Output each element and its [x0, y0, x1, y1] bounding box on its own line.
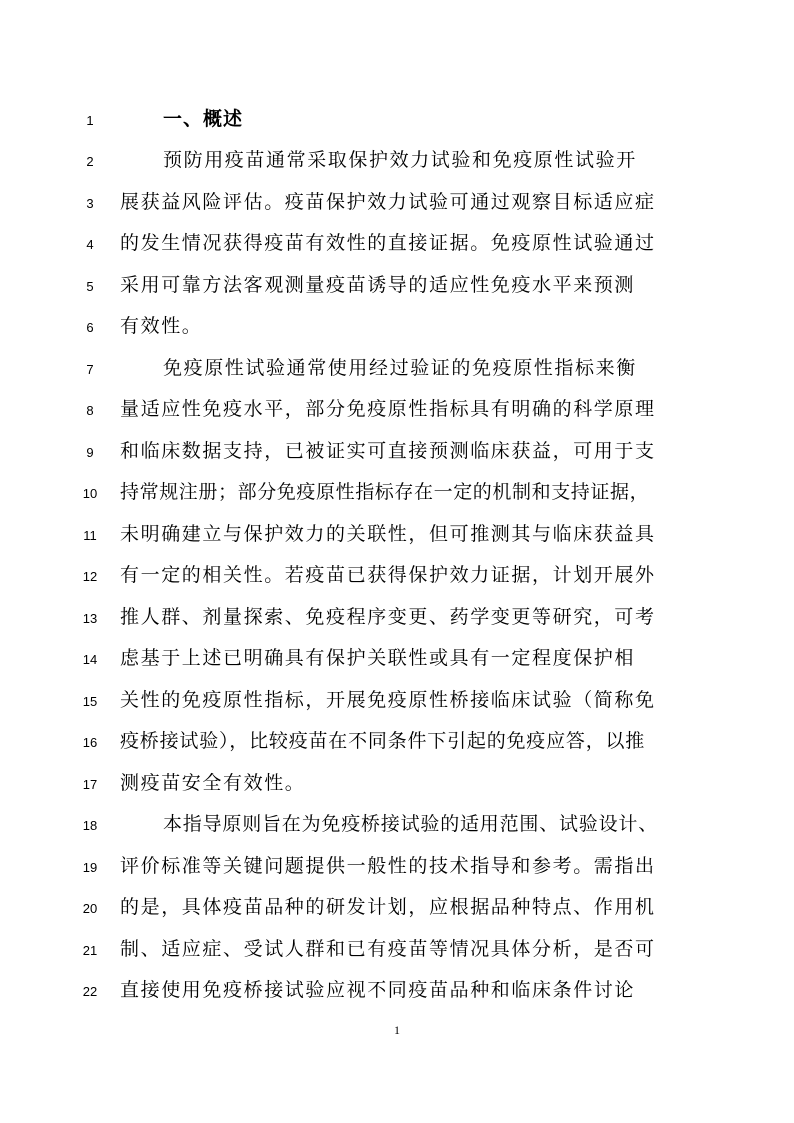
body-text-line: 未明确建立与保护效力的关联性，但可推测其与临床获益具	[120, 523, 656, 545]
body-text-line: 疫桥接试验），比较疫苗在不同条件下引起的免疫应答，以推	[120, 730, 646, 752]
body-text-line: 和临床数据支持，已被证实可直接预测临床获益，可用于支	[120, 440, 656, 462]
section-heading: 一、概述	[163, 108, 244, 130]
body-text-line: 量适应性免疫水平，部分免疫原性指标具有明确的科学原理	[120, 398, 656, 420]
line-number: 16	[82, 735, 98, 750]
line-number: 19	[82, 860, 98, 875]
line-number: 4	[86, 237, 94, 252]
body-text-line: 本指导原则旨在为免疫桥接试验的适用范围、试验设计、	[163, 813, 659, 835]
body-text-line: 直接使用免疫桥接试验应视不同疫苗品种和临床条件讨论	[120, 979, 636, 1001]
body-text-line: 的是，具体疫苗品种的研发计划，应根据品种特点、作用机	[120, 896, 656, 918]
body-text-line: 免疫原性试验通常使用经过验证的免疫原性指标来衡	[163, 357, 637, 379]
body-text-line: 预防用疫苗通常采取保护效力试验和免疫原性试验开	[163, 149, 637, 171]
line-number: 5	[86, 279, 94, 294]
line-number: 3	[86, 196, 94, 211]
body-text-line: 的发生情况获得疫苗有效性的直接证据。免疫原性试验通过	[120, 232, 656, 254]
line-number: 14	[82, 652, 98, 667]
line-number: 17	[82, 777, 98, 792]
page-number: 1	[394, 1023, 400, 1037]
line-number: 7	[86, 362, 94, 377]
body-text-line: 展获益风险评估。疫苗保护效力试验可通过观察目标适应症	[120, 191, 656, 213]
body-text-line: 采用可靠方法客观测量疫苗诱导的适应性免疫水平来预测	[120, 274, 636, 296]
body-text-line: 有一定的相关性。若疫苗已获得保护效力证据，计划开展外	[120, 564, 656, 586]
line-number: 20	[82, 901, 98, 916]
line-number: 15	[82, 694, 98, 709]
body-text-line: 有效性。	[120, 315, 203, 337]
body-text-line: 虑基于上述已明确具有保护关联性或具有一定程度保护相	[120, 647, 636, 669]
line-number: 11	[83, 528, 97, 543]
line-number: 22	[82, 984, 98, 999]
line-number: 21	[82, 943, 98, 958]
body-text-line: 关性的免疫原性指标，开展免疫原性桥接临床试验（简称免	[120, 689, 656, 711]
line-number: 6	[86, 320, 94, 335]
line-number: 10	[82, 486, 98, 501]
line-number: 2	[86, 154, 94, 169]
body-text-line: 推人群、剂量探索、免疫程序变更、药学变更等研究，可考	[120, 606, 656, 628]
line-number: 1	[86, 113, 94, 128]
line-number: 18	[82, 818, 98, 833]
body-text-line: 制、适应症、受试人群和已有疫苗等情况具体分析，是否可	[120, 938, 656, 960]
line-number: 9	[86, 445, 94, 460]
body-text-line: 测疫苗安全有效性。	[120, 772, 306, 794]
line-number: 13	[82, 611, 98, 626]
line-number: 8	[86, 403, 94, 418]
body-text-line: 评价标准等关键问题提供一般性的技术指导和参考。需指出	[120, 855, 656, 877]
line-number: 12	[82, 569, 98, 584]
body-text-line: 持常规注册；部分免疫原性指标存在一定的机制和支持证据，	[120, 481, 650, 503]
